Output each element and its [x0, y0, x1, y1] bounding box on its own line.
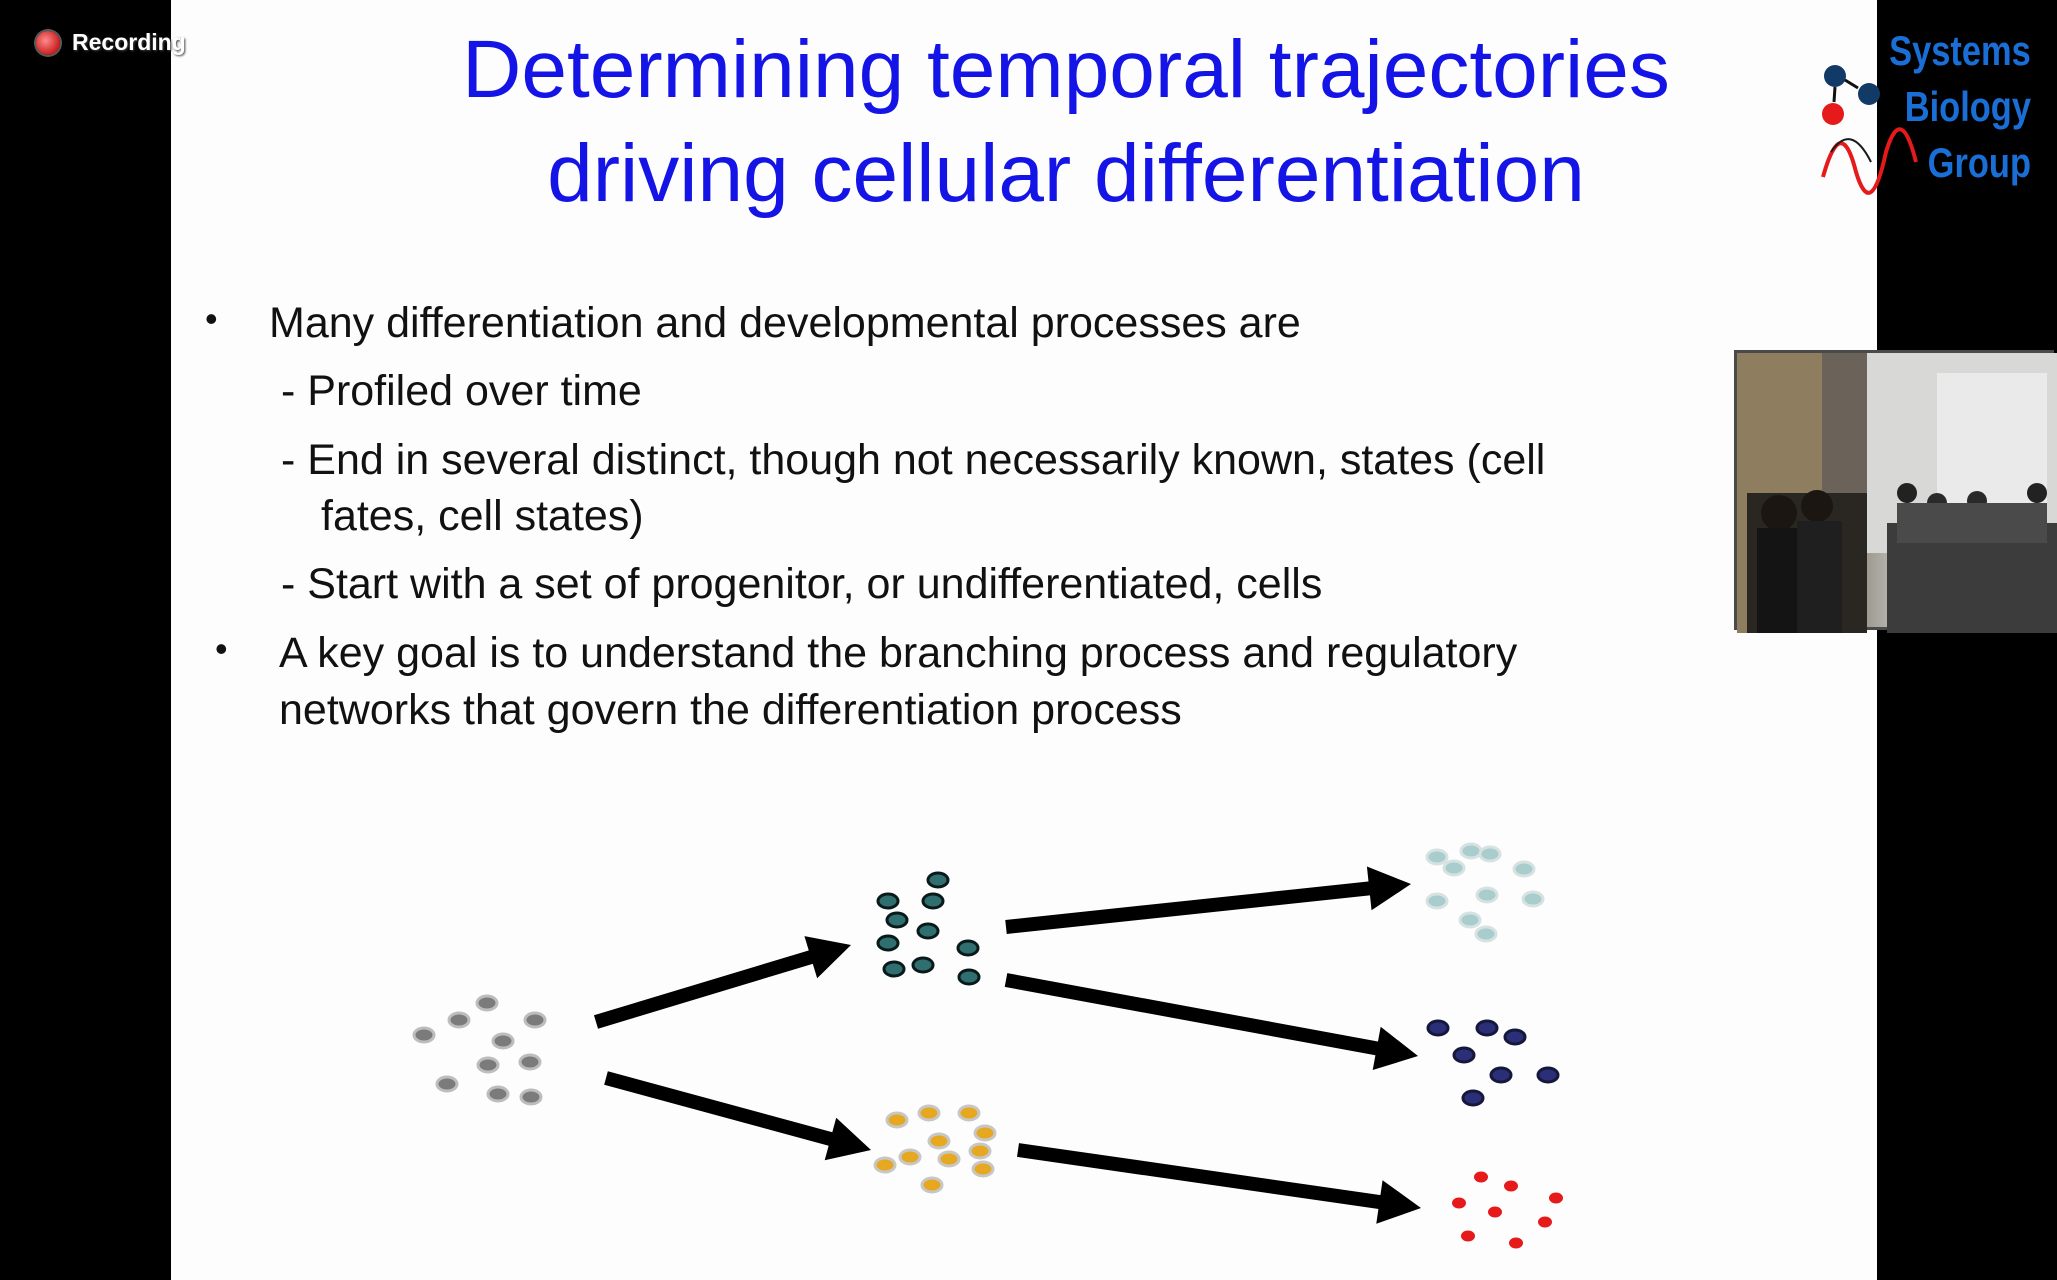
cell-icon — [414, 1028, 434, 1042]
cell-icon — [493, 1034, 513, 1048]
cell-icon — [1474, 1172, 1488, 1183]
sub-bullet-profiled: - Profiled over time — [281, 367, 642, 415]
recording-label: Recording — [72, 29, 186, 55]
cell-cluster-fate-navy — [1428, 1021, 1558, 1105]
bullet-mark-2: • — [215, 628, 228, 669]
cell-icon — [973, 1162, 993, 1176]
cell-icon — [478, 1058, 498, 1072]
cell-icon — [1504, 1181, 1518, 1192]
cell-icon — [1538, 1217, 1552, 1228]
cell-icon — [1477, 1021, 1497, 1035]
cell-icon — [1491, 1068, 1511, 1082]
trajectory-arrow-4 — [1006, 980, 1418, 1070]
cell-icon — [521, 1090, 541, 1104]
cell-icon — [1477, 888, 1497, 902]
cell-icon — [929, 1134, 949, 1148]
cell-icon — [1444, 861, 1464, 875]
cell-icon — [1452, 1198, 1466, 1209]
cell-icon — [900, 1150, 920, 1164]
cell-icon — [919, 1106, 939, 1120]
cell-icon — [923, 894, 943, 908]
cell-icon — [1461, 844, 1481, 858]
logo-text-biology: Biology — [1904, 83, 2031, 130]
cell-icon — [1505, 1030, 1525, 1044]
recording-indicator — [36, 29, 186, 56]
cell-icon — [1480, 847, 1500, 861]
trajectory-arrow-5 — [1018, 1150, 1421, 1224]
cell-cluster-fate-lightblue — [1427, 844, 1543, 941]
cell-icon — [1427, 894, 1447, 908]
record-icon — [36, 31, 60, 55]
cell-icon — [449, 1013, 469, 1027]
cell-icon — [1549, 1193, 1563, 1204]
systems-biology-group-logo — [1811, 22, 2031, 192]
cell-icon — [1428, 1021, 1448, 1035]
cell-icon — [525, 1013, 545, 1027]
cell-icon — [1476, 927, 1496, 941]
cell-icon — [1460, 913, 1480, 927]
cell-icon — [477, 996, 497, 1010]
title-line-1: Determining temporal trajectories — [462, 24, 1670, 115]
webcam-video-thumbnail[interactable] — [1734, 350, 2054, 630]
cell-icon — [884, 962, 904, 976]
cell-icon — [959, 970, 979, 984]
cell-icon — [887, 1113, 907, 1127]
title-line-2: driving cellular differentiation — [547, 128, 1585, 219]
cell-icon — [1523, 892, 1543, 906]
cell-icon — [1461, 1231, 1475, 1242]
bullet-2-text: A key goal is to understand the branching process and regulatory — [279, 629, 1518, 677]
cell-icon — [918, 924, 938, 938]
sub-bullet-start: - Start with a set of progenitor, or undifferentiated, cells — [281, 560, 1323, 608]
cell-icon — [437, 1077, 457, 1091]
logo-text-group: Group — [1927, 139, 2031, 186]
cell-icon — [1514, 862, 1534, 876]
trajectory-arrow-1 — [596, 936, 851, 1022]
trajectory-arrow-3 — [1006, 867, 1411, 927]
sub-bullet-end-states: - End in several distinct, though not necessarily known, states (cell — [281, 436, 1546, 484]
bullet-2-text-cont: networks that govern the differentiation process — [279, 686, 1182, 734]
cell-icon — [878, 936, 898, 950]
logo-text-systems: Systems — [1889, 27, 2031, 74]
slide-title — [181, 18, 1951, 226]
cell-icon — [975, 1126, 995, 1140]
cell-icon — [1463, 1091, 1483, 1105]
cell-icon — [928, 873, 948, 887]
cell-icon — [922, 1178, 942, 1192]
cell-icon — [878, 894, 898, 908]
differentiation-diagram — [171, 820, 1877, 1280]
cell-icon — [1454, 1048, 1474, 1062]
cell-icon — [1488, 1207, 1502, 1218]
cell-icon — [959, 1106, 979, 1120]
cell-icon — [520, 1055, 540, 1069]
cell-icon — [1509, 1238, 1523, 1249]
cell-cluster-intermediate-teal — [878, 873, 979, 984]
cell-cluster-fate-red — [1452, 1172, 1563, 1249]
bullet-mark-1: • — [205, 298, 218, 339]
bullet-1-text: Many differentiation and developmental processes are — [269, 299, 1301, 347]
trajectory-arrows — [596, 867, 1421, 1224]
cell-cluster-progenitor — [414, 996, 545, 1104]
cell-icon — [970, 1144, 990, 1158]
sub-bullet-end-states-cont: fates, cell states) — [321, 492, 644, 540]
webcam-scene — [1737, 353, 2057, 633]
cell-icon — [958, 941, 978, 955]
cell-icon — [887, 913, 907, 927]
cell-icon — [1538, 1068, 1558, 1082]
cell-icon — [488, 1087, 508, 1101]
cell-icon — [1427, 850, 1447, 864]
cell-icon — [875, 1158, 895, 1172]
cell-icon — [939, 1152, 959, 1166]
cell-icon — [913, 958, 933, 972]
cell-cluster-intermediate-yellow — [875, 1106, 995, 1192]
trajectory-arrow-2 — [606, 1078, 871, 1160]
